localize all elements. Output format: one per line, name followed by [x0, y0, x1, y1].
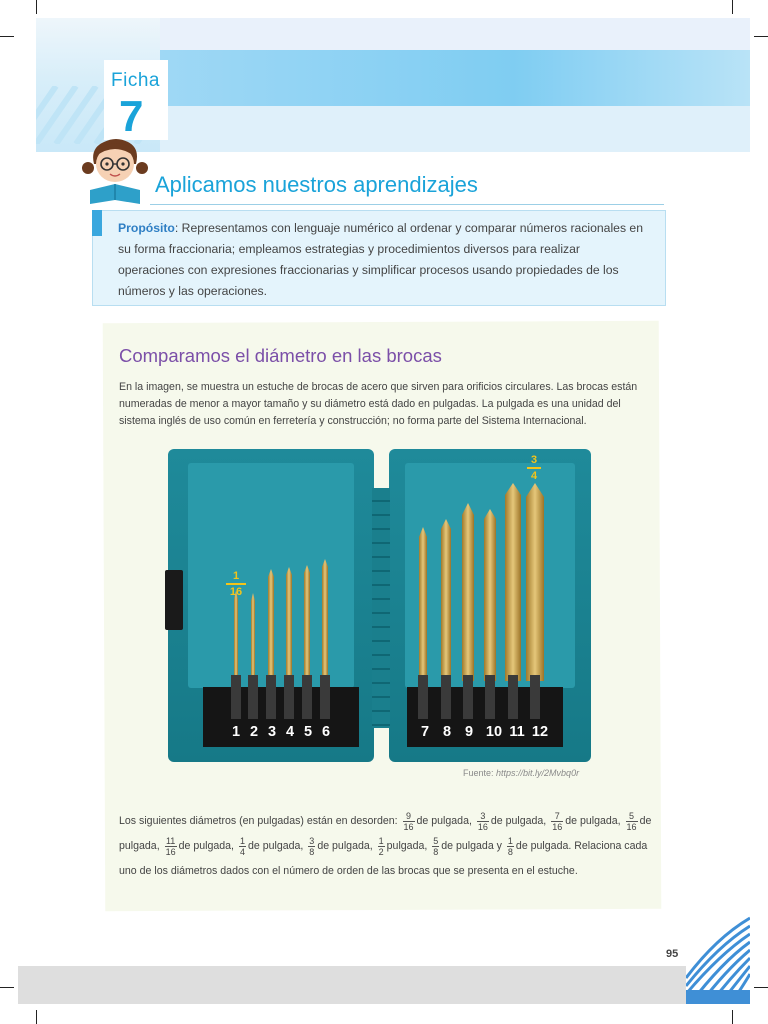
drill-bits	[168, 449, 592, 762]
crop-mark	[754, 36, 768, 37]
crop-mark	[732, 0, 733, 14]
section-title: Aplicamos nuestros aprendizajes	[155, 172, 478, 197]
source-link[interactable]: https://bit.ly/2Mvbq0r	[496, 768, 580, 778]
fraction: $\frac{5}{8}$	[433, 835, 439, 857]
title-divider	[150, 204, 664, 205]
crop-mark	[0, 36, 14, 37]
fraction: $\frac{11}{16}$	[165, 835, 176, 857]
bit-number: 8	[442, 724, 452, 740]
fraction: $\frac{7}{16}$	[552, 810, 563, 832]
crop-mark	[0, 987, 14, 988]
purpose-text	[118, 218, 648, 302]
bit-number: 1	[231, 724, 241, 740]
bit-number: 2	[249, 724, 259, 740]
smallest-bit-label: 1 16	[226, 570, 246, 598]
fraction: $\frac{3}{8}$	[309, 835, 315, 857]
ficha-label: Ficha	[111, 70, 160, 91]
purpose-body: : Representamos con lenguaje numérico al ordenar y comparar números racionales en su forma fraccionaria; empleamos estrategias y procedimientos diversos para realizar operaciones con expresiones fraccionarias y simplificar procesos usando propiedades de los números y las operaciones.	[118, 221, 643, 298]
exercise-paragraph: Los siguientes diámetros (en pulgadas) están en desorden: $\frac{9}{16}$ de pulgada, $\frac{3}{16}$ de pulgada, $\frac{7}{16}$ de pulgada, $\frac{5}{16}$ de pulgada, $\frac{11}{16}$ de pulgada, $\frac{1}{4}$ de pulgada, $\frac{3}{8}$ de pulgada, $\frac{1}{2}$ pulgada, $\frac{5}{8}$ de pulgada y $\frac{1}{8}$ de pulgada. Relaciona cada uno de los diámetros dados con el número de orden de las brocas que se presenta en el estuche.	[119, 810, 652, 877]
purpose-tab	[92, 210, 102, 236]
bit-number: 9	[464, 724, 474, 740]
crop-mark	[732, 1010, 733, 1024]
header-strip	[160, 106, 750, 152]
fraction: $\frac{1}{2}$	[378, 835, 384, 857]
girl-reading-illustration	[80, 134, 152, 206]
header-strip	[160, 18, 750, 50]
corner-waves-decoration	[686, 908, 750, 1004]
ficha-number: 7	[119, 92, 144, 141]
activity-title: Comparamos el diámetro en las brocas	[119, 345, 442, 366]
bit-number: 7	[420, 724, 430, 740]
fraction: $\frac{1}{4}$	[239, 835, 245, 857]
fraction: $\frac{1}{8}$	[507, 835, 513, 857]
footer-band	[18, 966, 686, 1004]
fraction: $\frac{3}{16}$	[477, 810, 488, 832]
page-number: 95	[666, 948, 679, 960]
fraction: $\frac{9}{16}$	[403, 810, 414, 832]
crop-mark	[36, 0, 37, 14]
image-source: Fuente: https://bit.ly/2Mvbq0r	[463, 768, 580, 778]
bit-number: 11	[509, 724, 525, 740]
bit-number: 4	[285, 724, 295, 740]
bit-number: 10	[485, 724, 503, 740]
bit-number: 6	[321, 724, 331, 740]
purpose-label: Propósito	[118, 221, 175, 235]
crop-mark	[754, 987, 768, 988]
bit-number: 3	[267, 724, 277, 740]
activity-intro: En la imagen, se muestra un estuche de brocas de acero que sirven para orificios circulares. Las brocas están numeradas de menor a mayor tamaño y su diámetro está dado en pulgadas. La pulgada es una unidad del sistema inglés de uso común en ferretería y construcción; no forma parte del Sistema Internacional.	[119, 381, 638, 427]
largest-bit-label: 3 4	[527, 454, 541, 482]
bit-number: 12	[531, 724, 549, 740]
header-strip	[160, 50, 750, 106]
bit-number: 5	[303, 724, 313, 740]
fraction: $\frac{5}{16}$	[626, 810, 637, 832]
crop-mark	[36, 1010, 37, 1024]
